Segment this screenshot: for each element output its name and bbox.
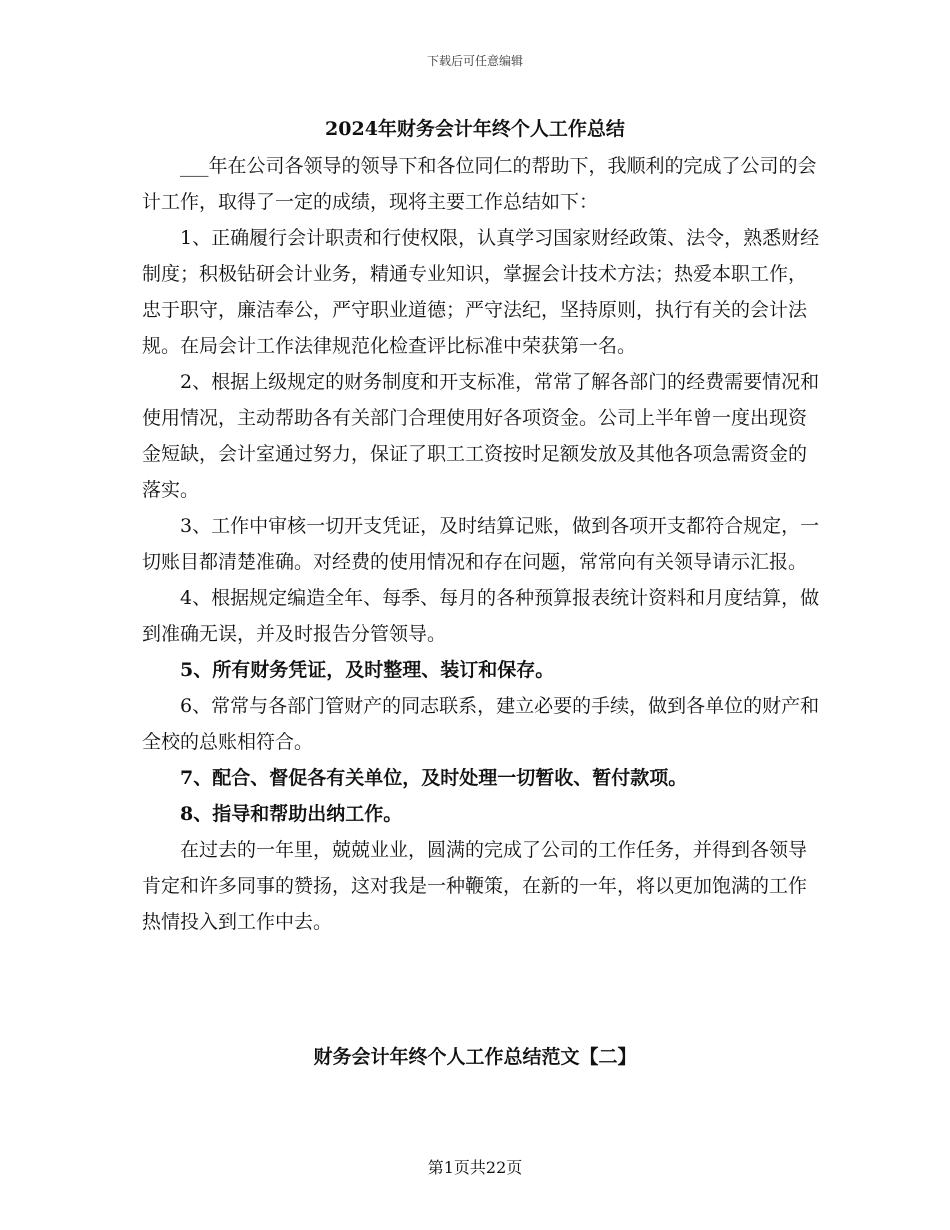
- paragraph-item-6: 6、常常与各部门管财产的同志联系，建立必要的手续，做到各单位的财产和全校的总账相符合。: [142, 695, 820, 753]
- paragraph-item-4: 4、根据规定编造全年、每季、每月的各种预算报表统计资料和月度结算，做到准确无误，并及时报告分管领导。: [142, 587, 820, 645]
- paragraph-item-7: 7、配合、督促各有关单位，及时处理一切暂收、暂付款项。: [180, 767, 688, 789]
- paragraph-intro: ___年在公司各领导的领导下和各位同仁的帮助下，我顺利的完成了公司的会计工作，取得了一定的成绩，现将主要工作总结如下：: [142, 155, 817, 213]
- document-body: [142, 148, 822, 940]
- paragraph-item-5: 5、所有财务凭证，及时整理、装订和保存。: [180, 659, 555, 681]
- paragraph-conclusion: 在过去的一年里，兢兢业业，圆满的完成了公司的工作任务，并得到各领导肯定和许多同事的赞扬，这对我是一种鞭策，在新的一年，将以更加饱满的工作热情投入到工作中去。: [142, 839, 808, 933]
- paragraph-item-2: 2、根据上级规定的财务制度和开支标准，常常了解各部门的经费需要情况和使用情况，主动帮助各有关部门合理使用好各项资金。公司上半年曾一度出现资金短缺，会计室通过努力，保证了职工工资按时足额发放及其他各项急需资金的落实。: [142, 371, 820, 501]
- page-number: 第1页共22页: [427, 1158, 523, 1177]
- header-note: 下载后可任意编辑: [426, 54, 523, 68]
- paragraph-item-1: 1、正确履行会计职责和行使权限，认真学习国家财经政策、法令，熟悉财经制度；积极钻研会计业务，精通专业知识，掌握会计技术方法；热爱本职工作，忠于职守，廉洁奉公，严守职业道德；严守法纪，坚持原则，执行有关的会计法规。在局会计工作法律规范化检查评比标准中荣获第一名。: [142, 227, 820, 357]
- section-2-title: 财务会计年终个人工作总结范文【二】: [313, 1046, 637, 1068]
- paragraph-item-8: 8、指导和帮助出纳工作。: [180, 803, 403, 825]
- document-title: 2024年财务会计年终个人工作总结: [325, 118, 625, 140]
- paragraph-item-3: 3、工作中审核一切开支凭证，及时结算记账，做到各项开支都符合规定，一切账目都清楚准确。对经费的使用情况和存在问题，常常向有关领导请示汇报。: [142, 515, 820, 573]
